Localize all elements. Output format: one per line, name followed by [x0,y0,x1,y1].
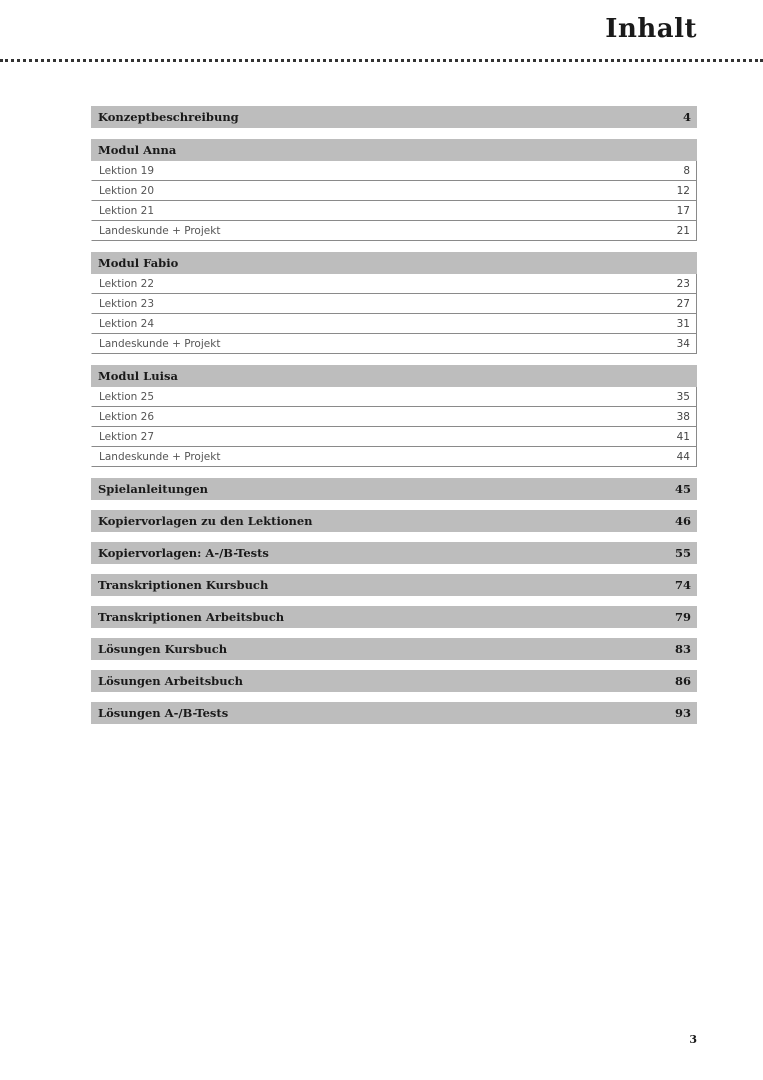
toc-entry[interactable] [91,334,697,354]
toc-entry[interactable] [91,201,697,221]
toc-section[interactable] [91,670,697,692]
toc-section-page: 46 [674,514,691,528]
toc-entry-page: 23 [676,277,690,290]
toc-section-page: 93 [674,706,691,720]
toc-section-label: Kopiervorlagen: A-/B-Tests [98,546,269,560]
toc-entry-label: Lektion 21 [99,204,155,217]
toc-entry-page: 12 [676,184,690,197]
toc-section-label: Lösungen A-/B-Tests [98,706,229,720]
toc-entry[interactable] [91,161,697,181]
toc-entry[interactable] [91,221,697,241]
toc-entry-page: 41 [676,430,690,443]
toc-section[interactable] [91,638,697,660]
toc-module-fabio[interactable] [91,252,697,274]
toc-entry[interactable] [91,274,697,294]
toc-section[interactable] [91,478,697,500]
toc-module-label: Modul Luisa [98,369,178,383]
toc-section-label: Spielanleitungen [98,482,209,496]
page-title: Inhalt [605,14,697,44]
toc-entry-label: Lektion 25 [99,390,155,403]
toc-section-page: 74 [674,578,691,592]
toc-entry[interactable] [91,294,697,314]
toc-section-page: 55 [674,546,691,560]
toc-entry-label: Lektion 24 [99,317,155,330]
toc-section-label: Lösungen Kursbuch [98,642,228,656]
toc-entry-page: 8 [683,164,690,177]
table-of-contents [91,106,697,724]
toc-entry-label: Landeskunde + Projekt [99,224,221,237]
toc-entry-page: 38 [676,410,690,423]
page-number: 3 [689,1033,697,1046]
toc-entry-label: Lektion 19 [99,164,155,177]
toc-section-label: Transkriptionen Arbeitsbuch [98,610,285,624]
toc-entry[interactable] [91,387,697,407]
toc-entry[interactable] [91,427,697,447]
toc-entry-page: 31 [676,317,690,330]
toc-entry[interactable] [91,181,697,201]
toc-entry[interactable] [91,407,697,427]
toc-section-konzept[interactable] [91,106,697,128]
toc-section-label: Konzeptbeschreibung [98,110,239,124]
toc-entry-label: Lektion 27 [99,430,155,443]
toc-section-label: Transkriptionen Kursbuch [98,578,269,592]
toc-section[interactable] [91,702,697,724]
toc-section[interactable] [91,510,697,532]
toc-section-label: Lösungen Arbeitsbuch [98,674,243,688]
toc-entry-label: Lektion 23 [99,297,155,310]
toc-section[interactable] [91,574,697,596]
toc-entry-label: Landeskunde + Projekt [99,450,221,463]
toc-module-luisa[interactable] [91,365,697,387]
toc-module-anna[interactable] [91,139,697,161]
toc-module-label: Modul Anna [98,143,177,157]
toc-module-label: Modul Fabio [98,256,179,270]
toc-entry-label: Lektion 22 [99,277,155,290]
toc-entry-page: 21 [676,224,690,237]
dotted-divider [0,59,763,62]
toc-entry-page: 17 [676,204,690,217]
toc-section[interactable] [91,606,697,628]
toc-section-page: 86 [674,674,691,688]
toc-entry-label: Landeskunde + Projekt [99,337,221,350]
toc-section-page: 4 [682,110,691,124]
toc-entry[interactable] [91,314,697,334]
toc-section-page: 45 [674,482,691,496]
toc-section[interactable] [91,542,697,564]
toc-entry-label: Lektion 26 [99,410,155,423]
toc-section-page: 79 [674,610,691,624]
toc-entry-label: Lektion 20 [99,184,155,197]
toc-entry-page: 44 [676,450,690,463]
toc-entry-page: 35 [676,390,690,403]
toc-entry-page: 27 [676,297,690,310]
toc-section-label: Kopiervorlagen zu den Lektionen [98,514,313,528]
toc-section-page: 83 [674,642,691,656]
toc-entry[interactable] [91,447,697,467]
toc-entry-page: 34 [676,337,690,350]
